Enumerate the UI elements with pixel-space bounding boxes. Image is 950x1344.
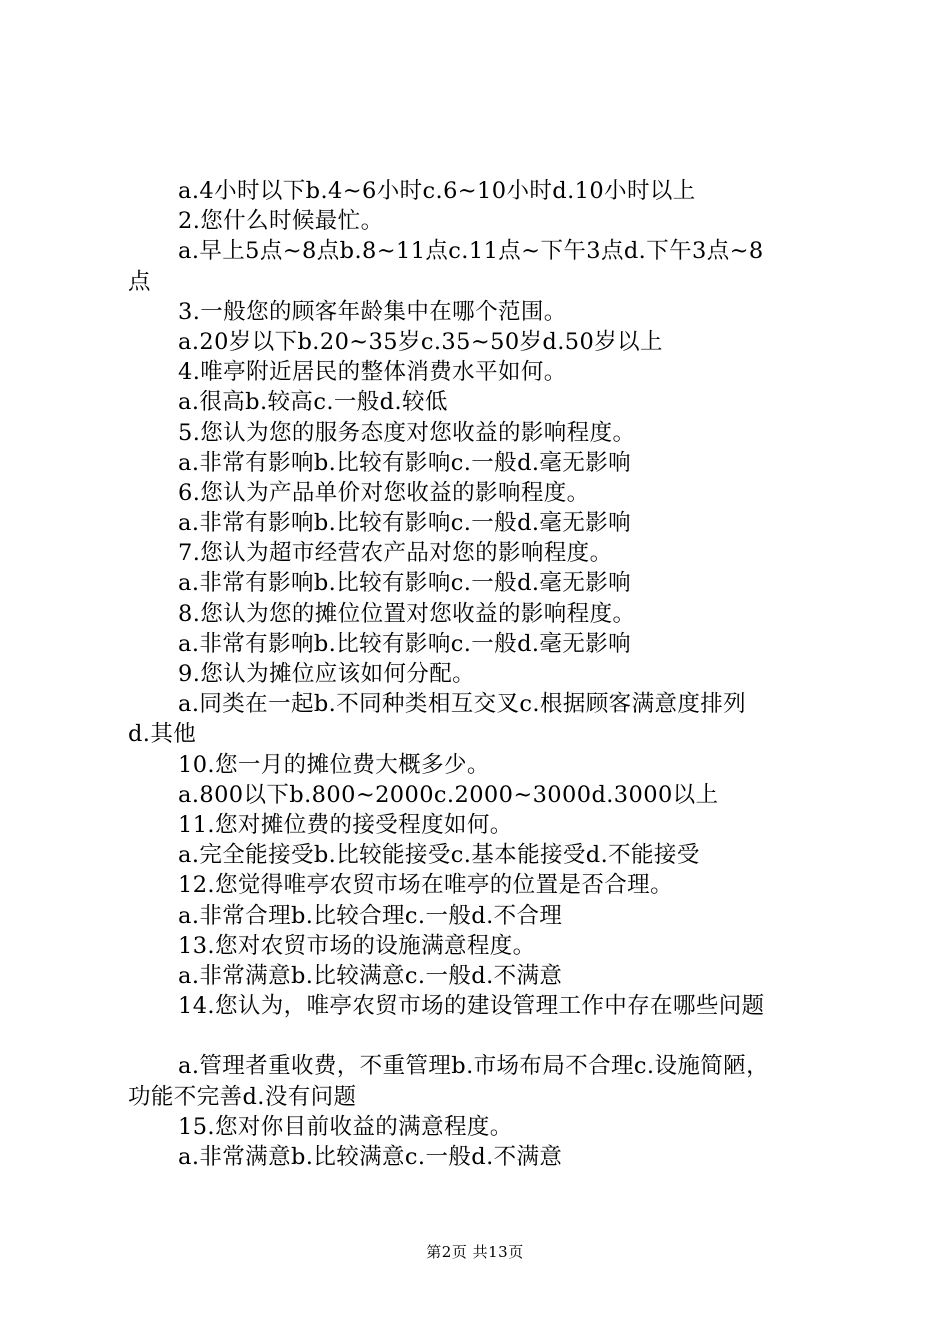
answer-options-2: a.早上5点~8点b.8~11点c.11点~下午3点d.下午3点~8 <box>178 238 764 265</box>
question-6: 6.您认为产品单价对您收益的影响程度。 <box>178 479 590 506</box>
question-13: 13.您对农贸市场的设施满意程度。 <box>178 932 536 959</box>
answer-options-14: a.管理者重收费，不重管理b.市场布局不合理c.设施简陋， <box>178 1053 769 1080</box>
answer-options-9: a.同类在一起b.不同种类相互交叉c.根据顾客满意度排列 <box>178 691 747 718</box>
answer-options-2-continued: 点 <box>128 268 151 295</box>
answer-options-3: a.20岁以下b.20~35岁c.35~50岁d.50岁以上 <box>178 328 663 355</box>
answer-options-1: a.4小时以下b.4~6小时c.6~10小时d.10小时以上 <box>178 178 696 204</box>
answer-options-14-continued: 功能不完善d.没有问题 <box>128 1083 357 1110</box>
answer-options-10: a.800以下b.800~2000c.2000~3000d.3000以上 <box>178 781 719 808</box>
question-12: 12.您觉得唯亭农贸市场在唯亭的位置是否合理。 <box>178 872 673 899</box>
answer-options-12: a.非常合理b.比较合理c.一般d.不合理 <box>178 902 563 929</box>
question-4: 4.唯亭附近居民的整体消费水平如何。 <box>178 359 567 386</box>
answer-options-4: a.很高b.较高c.一般d.较低 <box>178 389 448 416</box>
page-number-footer: 第2页 共13页 <box>426 1243 524 1261</box>
question-5: 5.您认为您的服务态度对您收益的影响程度。 <box>178 419 636 446</box>
blank-line <box>128 1021 836 1051</box>
answer-options-7: a.非常有影响b.比较有影响c.一般d.毫无影响 <box>178 570 632 597</box>
question-10: 10.您一月的摊位费大概多少。 <box>178 751 490 778</box>
question-14: 14.您认为，唯亭农贸市场的建设管理工作中存在哪些问题 <box>178 993 765 1020</box>
answer-options-8: a.非常有影响b.比较有影响c.一般d.毫无影响 <box>178 630 632 657</box>
question-3: 3.一般您的顾客年龄集中在哪个范围。 <box>178 298 567 325</box>
answer-options-9-continued: d.其他 <box>128 721 197 748</box>
question-15: 15.您对你目前收益的满意程度。 <box>178 1113 513 1140</box>
question-9: 9.您认为摊位应该如何分配。 <box>178 661 476 687</box>
answer-options-15: a.非常满意b.比较满意c.一般d.不满意 <box>178 1144 563 1170</box>
question-8: 8.您认为您的摊位位置对您收益的影响程度。 <box>178 600 636 627</box>
question-7: 7.您认为超市经营农产品对您的影响程度。 <box>178 540 613 567</box>
question-11: 11.您对摊位费的接受程度如何。 <box>178 811 513 838</box>
answer-options-11: a.完全能接受b.比较能接受c.基本能接受d.不能接受 <box>178 842 700 869</box>
question-2: 2.您什么时候最忙。 <box>178 208 384 235</box>
answer-options-5: a.非常有影响b.比较有影响c.一般d.毫无影响 <box>178 449 632 476</box>
questionnaire-body <box>128 176 836 1172</box>
answer-options-13: a.非常满意b.比较满意c.一般d.不满意 <box>178 962 563 989</box>
answer-options-6: a.非常有影响b.比较有影响c.一般d.毫无影响 <box>178 510 632 537</box>
